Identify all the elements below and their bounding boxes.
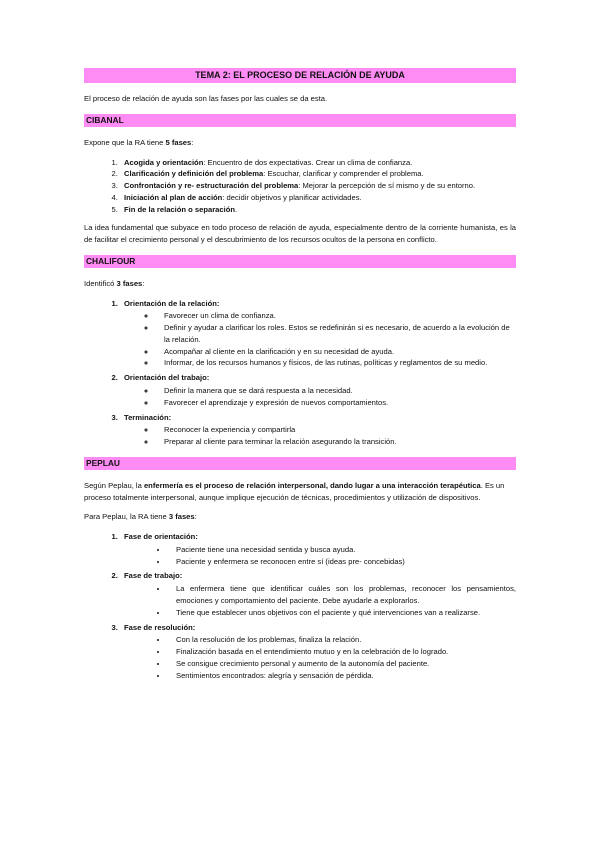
list-item: • Se consigue crecimiento personal y aumento de la autonomía del paciente. — [168, 658, 516, 670]
list-item: 1. Orientación de la relación: ◦ Favorecer un clima de confianza. ◦ Definir y ayudar a clarificar los roles. Estos se redefinirán si es necesario, de acuerdo a la evolución de la relación. ◦ Acompañar al cliente en la clarificación y en su necesidad de ayuda. ◦ Informar, de los recursos humanos y físicos, de las rutinas, políticas y reglamentos de su medio. — [120, 298, 516, 370]
list-item: • Paciente tiene una necesidad sentida y busca ayuda. — [168, 544, 516, 556]
list-item: 1. Fase de orientación: • Paciente tiene una necesidad sentida y busca ayuda. • Paciente y enfermera se reconocen entre sí (ideas pre- concebidas) — [120, 531, 516, 567]
cibanal-paragraph: La idea fundamental que subyace en todo proceso de relación de ayuda, especialmente dentro de la corriente humanista, es la de facilitar el crecimiento personal y el descubrimiento de los recursos ocultos de la persona en conflicto. — [84, 223, 516, 245]
document-title: TEMA 2: EL PROCESO DE RELACIÓN DE AYUDA — [84, 68, 516, 83]
chalifour-phase-list — [84, 298, 516, 448]
sub-list — [124, 385, 516, 409]
list-item: • La enfermera tiene que identificar cuáles son los problemas, reconocer los pensamientos, emociones y comportamiento del paciente. Debe ayudarle a explorarlos. — [168, 583, 516, 607]
intro-paragraph: El proceso de relación de ayuda son las fases por las cuales se da esta. — [84, 94, 328, 103]
list-item: • Con la resolución de los problemas, finaliza la relación. — [168, 634, 516, 646]
list-item: ◦ Favorecer el aprendizaje y expresión de nuevos comportamientos. — [156, 397, 516, 409]
list-item: • Paciente y enfermera se reconocen entre sí (ideas pre- concebidas) — [168, 556, 516, 568]
list-item: ◦ Preparar al cliente para terminar la relación asegurando la transición. — [156, 436, 516, 448]
list-item: 3. Confrontación y re- estructuración del problema: Mejorar la percepción de sí mismo y de su entorno. — [120, 180, 516, 192]
list-item: ◦ Favorecer un clima de confianza. — [156, 310, 516, 322]
list-item: • Tiene que establecer unos objetivos con el paciente y qué intervenciones van a realizarse. — [168, 607, 516, 619]
peplau-paragraph: Según Peplau, la enfermería es el proceso de relación interpersonal, dando lugar a una interacción terapéutica. Es un proceso totalmente interpersonal, aunque implique ejecución de técnicas, procedimientos y utilización de dispositivos. — [84, 480, 505, 502]
cibanal-phase-list — [84, 157, 516, 216]
list-item: ◦ Definir y ayudar a clarificar los roles. Estos se redefinirán si es necesario, de acuerdo a la evolución de la relación. — [156, 322, 516, 346]
list-item: • Finalización basada en el entendimiento mutuo y en la celebración de lo logrado. — [168, 646, 516, 658]
list-item: ◦ Acompañar al cliente en la clarificación y en su necesidad de ayuda. — [156, 346, 516, 358]
sub-list — [124, 310, 516, 369]
section-heading-peplau: PEPLAU — [84, 457, 516, 470]
section-heading-chalifour: CHALIFOUR — [84, 255, 516, 268]
chalifour-lead: Identificó 3 fases: — [84, 278, 145, 288]
list-item: ◦ Reconocer la experiencia y compartirla — [156, 424, 516, 436]
list-item: 5. Fin de la relación o separación. — [120, 204, 516, 216]
sub-list — [124, 634, 516, 681]
list-item: 3. Fase de resolución: • Con la resolución de los problemas, finaliza la relación. • Finalización basada en el entendimiento mutuo y en la celebración de lo logrado. • Se consigue crecimiento personal y aumento de la autonomía del paciente. • Sentimientos encontrados: alegría y sensación de pérdida. — [120, 622, 516, 682]
list-item: 3. Terminación: ◦ Reconocer la experiencia y compartirla ◦ Preparar al cliente para terminar la relación asegurando la transición. — [120, 412, 516, 448]
list-item: ◦ Informar, de los recursos humanos y físicos, de las rutinas, políticas y reglamentos de su medio. — [156, 357, 516, 369]
section-heading-cibanal: CIBANAL — [84, 114, 516, 127]
peplau-lead: Para Peplau, la RA tiene 3 fases: — [84, 512, 197, 522]
sub-list — [124, 544, 516, 568]
cibanal-lead: Expone que la RA tiene 5 fases: — [84, 137, 194, 147]
list-item: 2. Fase de trabajo: • La enfermera tiene que identificar cuáles son los problemas, reconocer los pensamientos, emociones y comportamiento del paciente. Debe ayudarle a explorarlos. • Tiene que establecer unos objetivos con el paciente y qué intervenciones van a realizarse. — [120, 570, 516, 618]
list-item: 1. Acogida y orientación: Encuentro de dos expectativas. Crear un clima de confianza. — [120, 157, 516, 169]
sub-list — [124, 583, 516, 618]
list-item: • Sentimientos encontrados: alegría y sensación de pérdida. — [168, 670, 516, 682]
list-item: 4. Iniciación al plan de acción: decidir objetivos y planificar actividades. — [120, 192, 516, 204]
list-item: ◦ Definir la manera que se dará respuesta a la necesidad. — [156, 385, 516, 397]
list-item: 2. Clarificación y definición del problema: Escuchar, clarificar y comprender el problema. — [120, 168, 516, 180]
sub-list — [124, 424, 516, 448]
list-item: 2. Orientación del trabajo: ◦ Definir la manera que se dará respuesta a la necesidad. ◦ Favorecer el aprendizaje y expresión de nuevos comportamientos. — [120, 372, 516, 408]
document-content — [84, 68, 516, 688]
peplau-phase-list — [84, 531, 516, 681]
